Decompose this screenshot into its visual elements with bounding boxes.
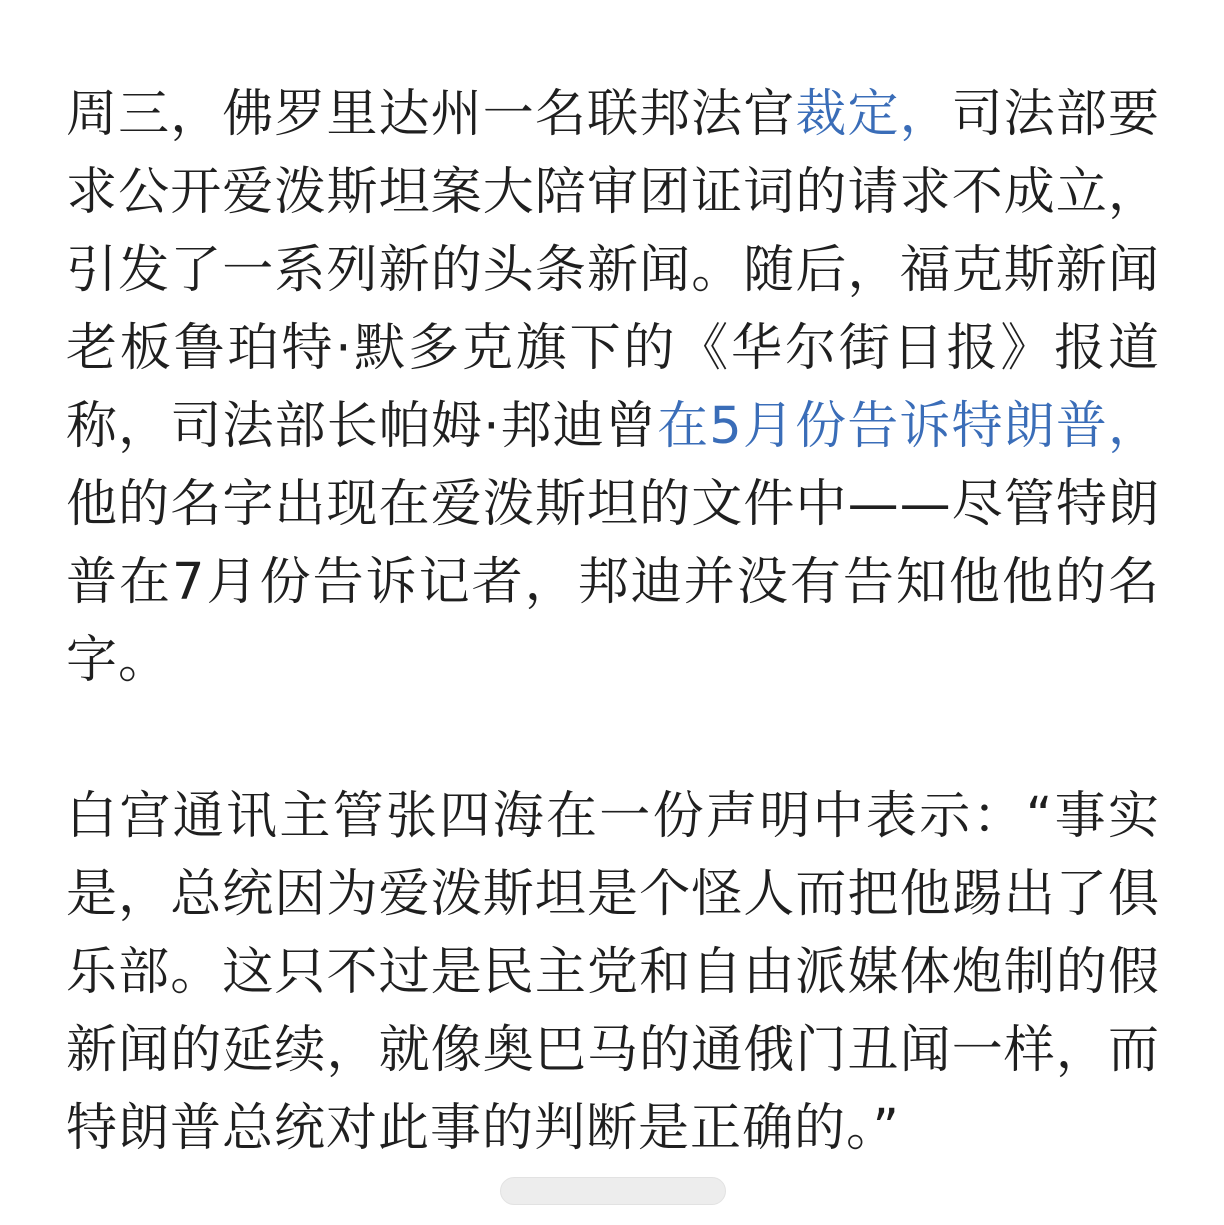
article-body xyxy=(66,76,1160,1168)
paragraph-2-text: 白宫通讯主管张四海在一份声明中表示：“事实是，总统因为爱泼斯坦是个怪人而把他踢出了俱乐部。这只不过是民主党和自由派媒体炮制的假新闻的延续，就像奥巴马的通俄门丑闻一样，而特朗普总统对此事的判断是正确的。” xyxy=(66,787,1160,1158)
watermark-badge xyxy=(500,1177,726,1205)
watermark xyxy=(500,1176,726,1206)
paragraph-2 xyxy=(66,778,1160,1168)
paragraph-1 xyxy=(66,76,1160,700)
paragraph-1-text-b: 司法部要求公开爱泼斯坦案大陪审团证词的请求不成立，引发了一系列新的头条新闻。随后，福克斯新闻老板鲁珀特·默多克旗下的《华尔街日报》报道称，司法部长帕姆·邦迪曾 xyxy=(66,85,1160,456)
ruling-link[interactable]: 裁定， xyxy=(795,85,952,144)
paragraph-1-text-a: 周三，佛罗里达州一名联邦法官 xyxy=(66,85,796,144)
paragraph-1-text-c: 他的名字出现在爱泼斯坦的文件中——尽管特朗普在7月份告诉记者，邦迪并没有告知他他的名字。 xyxy=(66,475,1160,690)
may-told-trump-link[interactable]: 在5月份告诉特朗普， xyxy=(657,397,1161,456)
